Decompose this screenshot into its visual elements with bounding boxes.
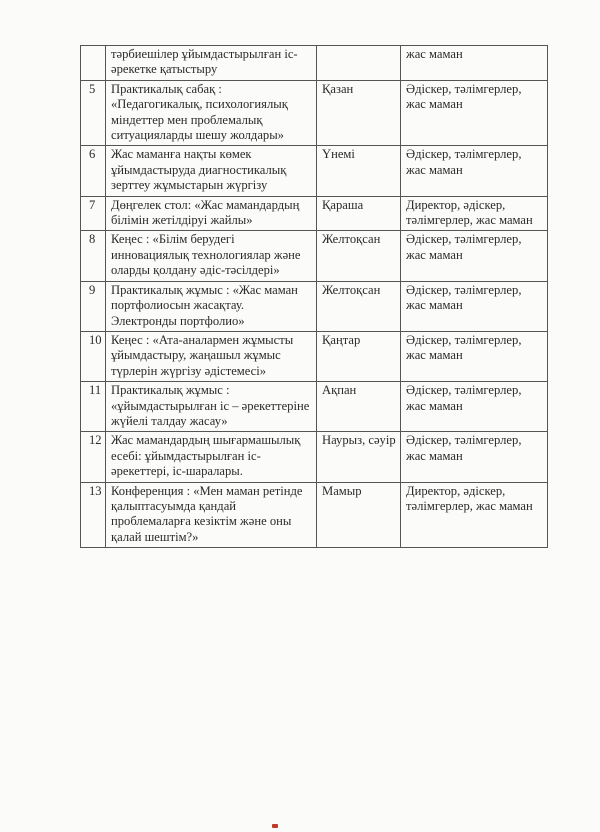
cell-num: 6 (81, 146, 106, 196)
cell-date: Қараша (317, 196, 401, 231)
plan-table (80, 45, 548, 548)
cell-responsible: Әдіскер, тәлімгерлер, жас маман (401, 146, 548, 196)
cell-activity: Практикалық жұмыс : «ұйымдастырылған іс – әрекеттеріне жүйелі талдау жасау» (106, 382, 317, 432)
cell-activity: Кеңес : «Білім берудегі инновациялық технологиялар және оларды қолдану әдіс-тәсілдері» (106, 231, 317, 281)
table-row (81, 482, 548, 548)
cell-responsible: Директор, әдіскер, тәлімгерлер, жас маман (401, 482, 548, 548)
cell-date: Мамыр (317, 482, 401, 548)
cell-num: 8 (81, 231, 106, 281)
cell-responsible: Әдіскер, тәлімгерлер, жас маман (401, 80, 548, 146)
table-row (81, 196, 548, 231)
cell-activity: Дөңгелек стол: «Жас мамандардың білімін жетілдіруі жайлы» (106, 196, 317, 231)
cell-activity: Кеңес : «Ата-аналармен жұмысты ұйымдастыру, жаңашыл жұмыс түрлерін жүргізу әдістемесі» (106, 331, 317, 381)
cell-activity: тәрбиешілер ұйымдастырылған іс-әрекетке қатыстыру (106, 46, 317, 81)
cell-responsible: Әдіскер, тәлімгерлер, жас маман (401, 331, 548, 381)
page-mark (272, 824, 278, 828)
cell-activity: Жас мамандардың шығармашылық есебі: ұйымдастырылған іс-әрекеттері, іс-шаралары. (106, 432, 317, 482)
cell-date: Қазан (317, 80, 401, 146)
table-row (81, 281, 548, 331)
cell-activity: Жас маманға нақты көмек ұйымдастыруда диагностикалық зерттеу жұмыстарын жүргізу (106, 146, 317, 196)
cell-responsible: Әдіскер, тәлімгерлер, жас маман (401, 281, 548, 331)
cell-date: Қаңтар (317, 331, 401, 381)
cell-date: Үнемі (317, 146, 401, 196)
cell-activity: Конференция : «Мен маман ретінде қалыптасуымда қандай проблемаларға кезіктім және оны қалай шештім?» (106, 482, 317, 548)
table-row (81, 80, 548, 146)
plan-table-body (81, 46, 548, 548)
cell-num: 7 (81, 196, 106, 231)
cell-activity: Практикалық сабақ : «Педагогикалық, психологиялық міндеттер мен проблемалық ситуацияларды шешу жолдары» (106, 80, 317, 146)
table-row (81, 146, 548, 196)
cell-num (81, 46, 106, 81)
cell-responsible: Әдіскер, тәлімгерлер, жас маман (401, 432, 548, 482)
cell-activity: Практикалық жұмыс : «Жас маман портфолиосын жасақтау. Электронды портфолио» (106, 281, 317, 331)
cell-num: 11 (81, 382, 106, 432)
cell-date: Желтоқсан (317, 231, 401, 281)
table-row (81, 46, 548, 81)
cell-responsible: Директор, әдіскер, тәлімгерлер, жас маман (401, 196, 548, 231)
table-row (81, 231, 548, 281)
cell-num: 9 (81, 281, 106, 331)
cell-num: 5 (81, 80, 106, 146)
table-row (81, 331, 548, 381)
cell-responsible: Әдіскер, тәлімгерлер, жас маман (401, 231, 548, 281)
cell-date: Наурыз, сәуір (317, 432, 401, 482)
cell-num: 12 (81, 432, 106, 482)
table-row (81, 432, 548, 482)
cell-date: Желтоқсан (317, 281, 401, 331)
cell-responsible: жас маман (401, 46, 548, 81)
cell-responsible: Әдіскер, тәлімгерлер, жас маман (401, 382, 548, 432)
cell-date (317, 46, 401, 81)
cell-date: Ақпан (317, 382, 401, 432)
table-row (81, 382, 548, 432)
cell-num: 13 (81, 482, 106, 548)
cell-num: 10 (81, 331, 106, 381)
